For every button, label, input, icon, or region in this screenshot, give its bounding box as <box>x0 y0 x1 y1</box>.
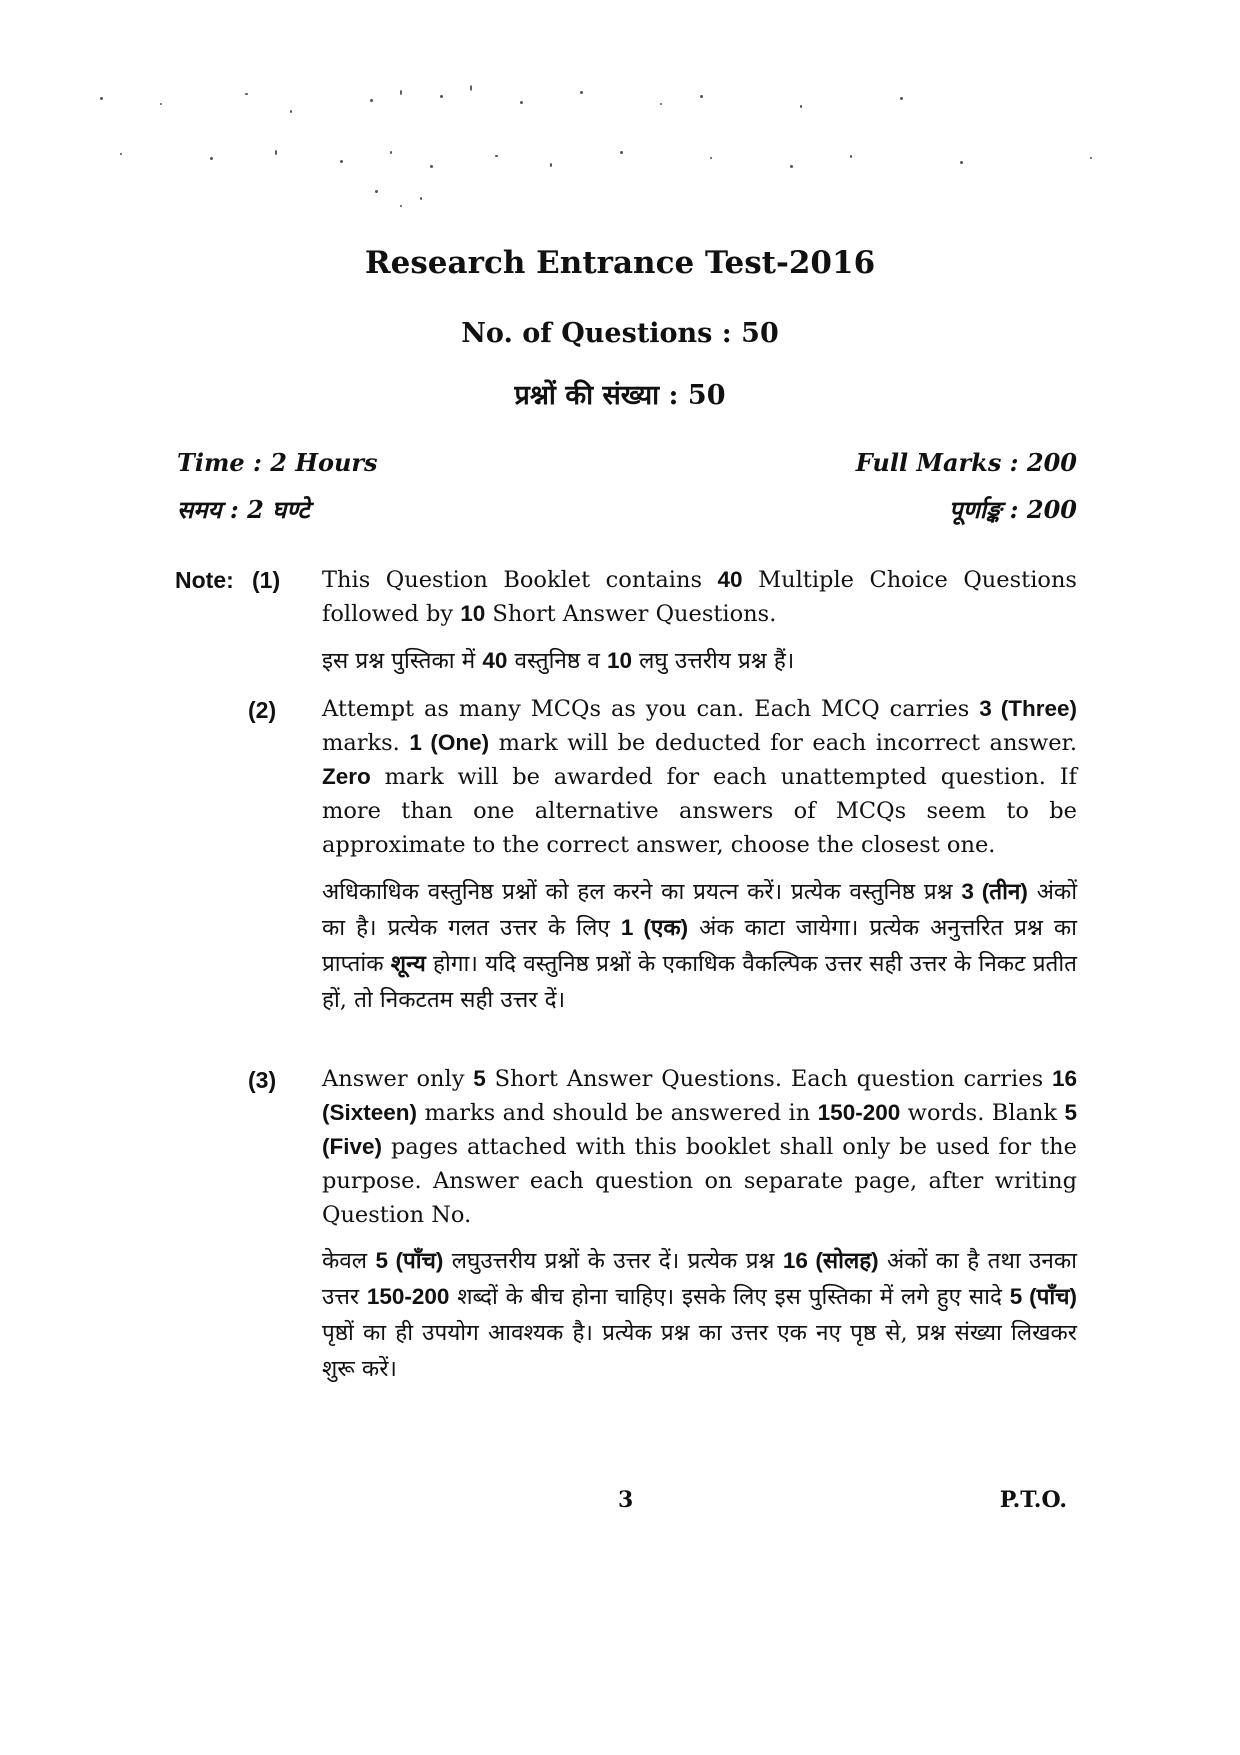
note-number-1: (1) <box>252 567 281 593</box>
note-number-3: (3) <box>248 1067 277 1093</box>
please-turn-over: P.T.O. <box>999 1487 1067 1513</box>
page-number: 3 <box>618 1487 634 1513</box>
time-english: Time : 2 Hours <box>177 448 378 477</box>
note-1-english: This Question Booklet contains 40 Multiple Choice Questions followed by 10 Short Answer Questions. <box>322 567 1077 627</box>
question-count-english: No. of Questions : 50 <box>461 318 779 349</box>
full-marks-english: Full Marks : 200 <box>855 448 1077 477</box>
note-3-hindi: केवल 5 (पाँच) लघुउत्तरीय प्रश्नों के उत्तर दें। प्रत्येक प्रश्न 16 (सोलह) अंकों का है तथा उनका उत्तर 150-200 शब्दों के बीच होना चाहिए। इसके लिए इस पुस्तिका में लगे हुए सादे 5 (पाँच) पृष्ठों का ही उपयोग आवश्यक है। प्रत्येक प्रश्न का उत्तर एक नए पृष्ठ से, प्रश्न संख्या लिखकर शुरू करें। <box>322 1248 1077 1382</box>
note-2-english: Attempt as many MCQs as you can. Each MCQ carries 3 (Three) marks. 1 (One) mark will be deducted for each incorrect answer. Zero mark will be awarded for each unattempted question. If more than one alternative answers of MCQs seem to be approximate to the correct answer, choose the closest one. <box>322 696 1077 858</box>
note-3-english: Answer only 5 Short Answer Questions. Each question carries 16 (Sixteen) marks and should be answered in 150-200 words. Blank 5 (Five) pages attached with this booklet shall only be used for the purpose. Answer each question on separate page, after writing Question No. <box>322 1066 1078 1228</box>
exam-title: Research Entrance Test-2016 <box>364 245 876 281</box>
note-label: Note: <box>175 567 234 593</box>
question-count-hindi: प्रश्नों की संख्या : 50 <box>514 380 726 411</box>
time-hindi: समय : 2 घण्टे <box>177 495 310 524</box>
note-2-hindi: अधिकाधिक वस्तुनिष्ठ प्रश्नों को हल करने का प्रयत्न करें। प्रत्येक वस्तुनिष्ठ प्रश्न 3 (तीन) अंकों का है। प्रत्येक गलत उत्तर के लिए 1 (एक) अंक काटा जायेगा। प्रत्येक अनुत्तरित प्रश्न का प्राप्तांक शून्य होगा। यदि वस्तुनिष्ठ प्रश्नों के एकाधिक वैकल्पिक उत्तर सही उत्तर के निकट प्रतीत हों, तो निकटतम सही उत्तर दें। <box>322 879 1078 1013</box>
note-number-2: (2) <box>248 697 277 723</box>
full-marks-hindi: पूर्णाङ्क : 200 <box>948 495 1077 524</box>
note-1-hindi: इस प्रश्न पुस्तिका में 40 वस्तुनिष्ठ व 10 लघु उत्तरीय प्रश्न हैं। <box>322 648 795 674</box>
scan-specks <box>100 85 1140 245</box>
